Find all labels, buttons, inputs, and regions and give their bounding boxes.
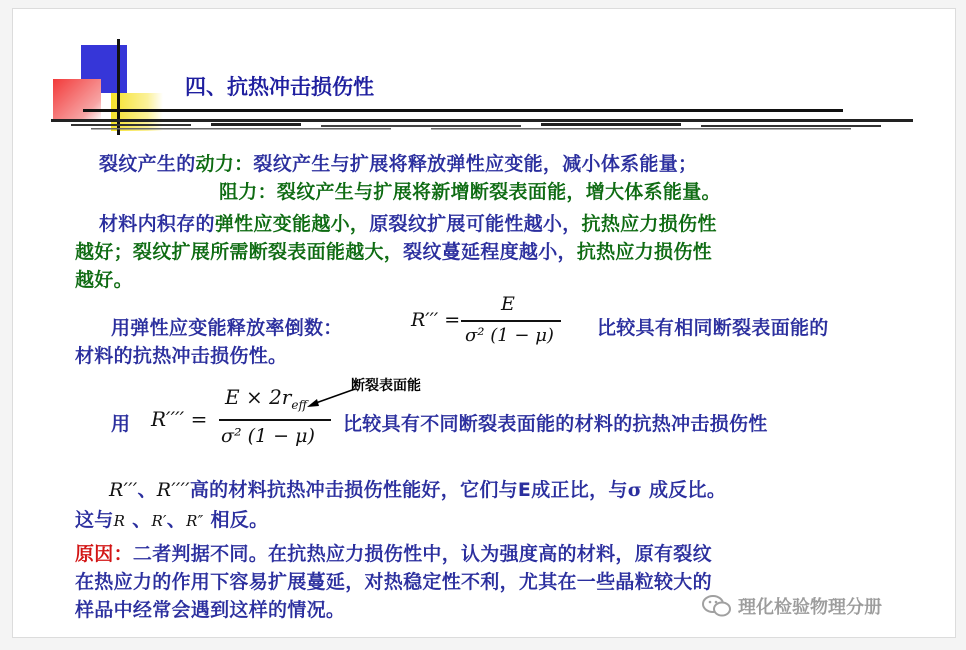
para5-text1: 二者判据不同。在抗热应力损伤性中，认为强度高的材料，原有裂纹 [132, 543, 712, 565]
para4-text1: 高的材料抗热冲击损伤性能好，它们与E成正比，与 [189, 479, 628, 501]
driving-key: 动力： [195, 153, 254, 175]
para4-sym2: R′′′′ [156, 479, 190, 501]
resistance-key: 阻力： [219, 181, 277, 203]
para4-r2: R′ [151, 512, 167, 530]
para1-c: 原裂纹扩展可能性越小， [369, 213, 582, 235]
para5-line1 [75, 539, 712, 566]
para4-r3: R″ [186, 512, 204, 530]
para2-after: 比较具有相同断裂表面能的 [597, 317, 829, 339]
formula1-lhs: R′′′ = [411, 309, 461, 331]
para1-b: 弹性应变能越小， [214, 213, 370, 235]
para4-s1: 、 [125, 509, 152, 531]
para4-sigma: σ [627, 479, 643, 501]
para4-s2: 、 [166, 509, 187, 531]
wechat-icon [702, 593, 732, 619]
para1-h: 抗热应力损伤性 [576, 241, 712, 263]
formula1-fraction-bar [461, 320, 561, 322]
para1-a: 材料内积存的 [99, 213, 215, 235]
formula2-lhs: R′′′′ = [151, 407, 208, 431]
formula2-numerator [225, 385, 307, 412]
logo-red-square [53, 79, 101, 121]
para1-g: 裂纹蔓延程度越小， [403, 241, 577, 263]
para1-d: 抗热应力损伤性 [581, 213, 717, 235]
decorative-scratch-band [51, 117, 913, 131]
para1-e: 越好；裂纹扩展所需 [75, 241, 249, 263]
formula1-denominator: σ² (1 − μ) [465, 325, 554, 346]
para1-f: 断裂表面能越大， [248, 241, 404, 263]
para4-r1: R [113, 512, 126, 530]
fracture-energy-annotation: 断裂表面能 [351, 378, 421, 394]
resistance-line [219, 177, 721, 204]
para3-after: 比较具有不同断裂表面能的材料的抗热冲击损伤性 [343, 413, 768, 435]
formula2-denominator: σ² (1 − μ) [221, 425, 315, 447]
para1-line1 [99, 209, 717, 236]
watermark [702, 593, 882, 619]
reason-label: 原因： [75, 543, 133, 565]
annotation-arrow-icon [305, 385, 357, 409]
watermark-text: 理化检验物理分册 [738, 597, 882, 618]
title-underline [83, 109, 843, 112]
para1-line2 [75, 237, 712, 264]
para4-sym1: R′′′ [109, 479, 138, 501]
slide-title: 四、抗热冲击损伤性 [185, 75, 374, 99]
driving-prefix: 裂纹产生的 [99, 153, 196, 175]
para1-line3: 越好。 [75, 269, 133, 291]
formula1-numerator: E [501, 293, 515, 315]
formula2-subscript: eff [291, 398, 307, 412]
formula2-num-text: E × 2r [225, 385, 292, 409]
para3-lead: 用 [111, 413, 131, 435]
para4-end: 相反。 [203, 509, 269, 531]
driving-text: 裂纹产生与扩展将释放弹性应变能，减小体系能量； [253, 153, 698, 175]
para4-lead2: 这与 [75, 509, 114, 531]
para4-line1 [109, 475, 726, 502]
para4-line2 [75, 505, 268, 532]
para4-sep1: 、 [137, 479, 157, 501]
formula2-fraction-bar [219, 419, 331, 421]
para4-text2: 成反比。 [642, 479, 727, 501]
para2-lead: 用弹性应变能释放率倒数： [111, 317, 343, 339]
para2-line2: 材料的抗热冲击损伤性。 [75, 345, 288, 367]
resistance-text: 裂纹产生与扩展将新增断裂表面能，增大体系能量。 [276, 181, 721, 203]
para5-line2: 在热应力的作用下容易扩展蔓延，对热稳定性不利，尤其在一些晶粒较大的 [75, 571, 712, 593]
para5-line3: 样品中经常会遇到这样的情况。 [75, 599, 346, 621]
slide [12, 8, 956, 638]
driving-force-line [99, 149, 697, 176]
